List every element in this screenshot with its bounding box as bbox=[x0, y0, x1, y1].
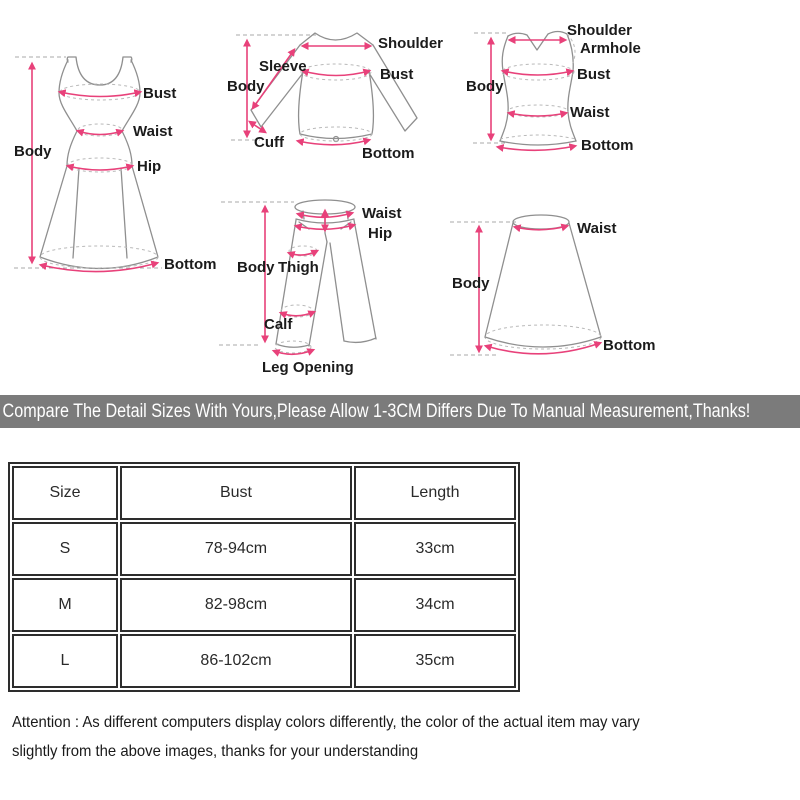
tank-measure-arrows bbox=[491, 39, 575, 150]
header-bust: Bust bbox=[120, 466, 352, 520]
tank-waist-label: Waist bbox=[570, 104, 610, 121]
dress-hip-label: Hip bbox=[137, 158, 162, 175]
cell-length: 34cm bbox=[354, 578, 516, 632]
cell-bust: 82-98cm bbox=[120, 578, 352, 632]
skirt-body-label: Body bbox=[452, 275, 490, 292]
shirt-bust-label: Bust bbox=[380, 66, 414, 83]
size-table bbox=[8, 462, 520, 692]
dress-body-label: Body bbox=[14, 143, 52, 160]
dress-bottom-label: Bottom bbox=[164, 256, 217, 273]
skirt-diagram bbox=[450, 215, 656, 355]
cell-size: M bbox=[12, 578, 118, 632]
cell-bust: 86-102cm bbox=[120, 634, 352, 688]
header-size: Size bbox=[12, 466, 118, 520]
tank-bottom-label: Bottom bbox=[581, 137, 634, 154]
cell-bust: 78-94cm bbox=[120, 522, 352, 576]
dress-bust-label: Bust bbox=[143, 85, 177, 102]
header-length: Length bbox=[354, 466, 516, 520]
pants-diagram bbox=[219, 200, 401, 376]
tank-top-diagram bbox=[466, 22, 641, 154]
measurement-notice-banner bbox=[0, 395, 800, 428]
attention-note bbox=[12, 708, 792, 766]
dress-waist-label: Waist bbox=[133, 123, 173, 140]
shirt-shoulder-label: Shoulder bbox=[378, 35, 444, 52]
shirt-diagram bbox=[227, 33, 443, 162]
pants-hip-label: Hip bbox=[368, 225, 393, 242]
dress-diagram bbox=[14, 57, 217, 273]
skirt-waist-label: Waist bbox=[577, 220, 617, 237]
shirt-sleeve-label: Sleeve bbox=[259, 58, 307, 75]
shirt-body-label: Body bbox=[227, 78, 265, 95]
size-table-row-l bbox=[12, 634, 516, 688]
cell-size: L bbox=[12, 634, 118, 688]
cell-length: 35cm bbox=[354, 634, 516, 688]
pants-waist-label: Waist bbox=[362, 205, 402, 222]
pants-body-label: Body bbox=[237, 259, 275, 276]
attention-line-2: slightly from the above images, thanks for your understanding bbox=[12, 743, 419, 760]
tank-bust-label: Bust bbox=[577, 66, 611, 83]
pants-leg-opening-label: Leg Opening bbox=[262, 359, 354, 376]
size-table-row-m bbox=[12, 578, 516, 632]
cell-length: 33cm bbox=[354, 522, 516, 576]
tank-armhole-label: Armhole bbox=[580, 40, 641, 57]
pants-outline bbox=[219, 200, 376, 353]
size-table-header-row bbox=[12, 466, 516, 520]
tank-shoulder-label: Shoulder bbox=[567, 22, 633, 39]
tank-body-label: Body bbox=[466, 78, 504, 95]
pants-calf-label: Calf bbox=[264, 316, 293, 333]
cell-size: S bbox=[12, 522, 118, 576]
size-table-row-s bbox=[12, 522, 516, 576]
skirt-bottom-label: Bottom bbox=[603, 337, 656, 354]
banner-text: Compare The Detail Sizes With Yours,Please Allow 1-3CM Differs Due To Manual Measurement,Thanks! bbox=[2, 400, 751, 422]
pants-thigh-label: Thigh bbox=[278, 259, 319, 276]
measurement-diagrams bbox=[0, 0, 800, 392]
attention-line-1: Attention : As different computers display colors differently, the color of the actual item may vary bbox=[12, 714, 640, 731]
shirt-cuff-label: Cuff bbox=[254, 134, 284, 151]
shirt-bottom-label: Bottom bbox=[362, 145, 415, 162]
